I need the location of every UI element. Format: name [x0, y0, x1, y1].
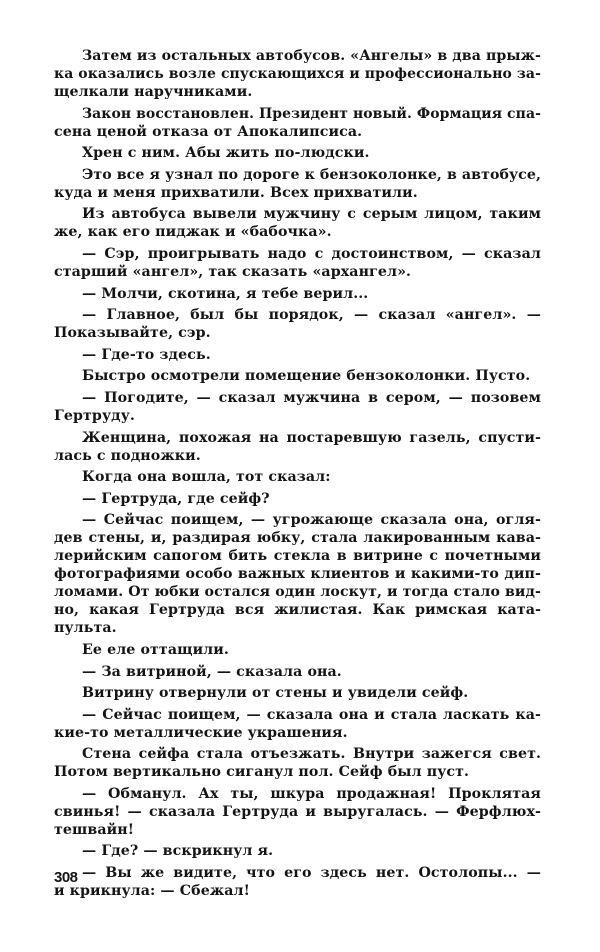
- text-line: Женщина, похожая на постаревшую газель, спусти-: [82, 429, 541, 446]
- text-line: щелкали наручниками.: [54, 84, 253, 100]
- text-line: — Вы же видите, что его здесь нет. Остолопы... —: [82, 865, 541, 882]
- text-line: лась с подножки.: [54, 447, 201, 464]
- paragraph: [54, 785, 541, 839]
- text-line: Быстро осмотрели помещение бензоколонки. Пусто.: [82, 368, 531, 385]
- paragraph: [54, 306, 541, 342]
- text-line: — Гертруда, где сейф?: [82, 490, 270, 507]
- paragraph: [54, 490, 541, 508]
- text-line: — Погодите, — сказал мужчина в сером, — позовем: [82, 389, 541, 406]
- text-line: — Где? — вскрикнул я.: [82, 843, 274, 860]
- text-line: старший «ангел», так сказать «архангел».: [54, 263, 412, 280]
- text-line: — Обманул. Ах ты, шкура продажная! Проклятая: [82, 785, 541, 802]
- paragraph: [54, 706, 541, 742]
- text-line: но, какая Гертруда вся жилистая. Как римская ката-: [54, 602, 541, 619]
- paragraph: [54, 144, 541, 162]
- text-line: же, как его пиджак и «бабочка».: [54, 224, 332, 241]
- text-line: — Молчи, скотина, я тебе верил...: [82, 285, 369, 302]
- text-line: Потом вертикально сиганул пол. Сейф был пуст.: [54, 764, 470, 781]
- text-line: Ее еле оттащили.: [82, 641, 229, 658]
- paragraph: [54, 245, 541, 281]
- paragraph: [54, 663, 541, 681]
- text-line: Показывайте, сэр.: [54, 325, 211, 342]
- paragraph: [54, 205, 541, 241]
- paragraph: [54, 745, 541, 781]
- paragraph: [54, 47, 541, 101]
- text-line: фотографиями особо важных клиентов и какими-то дип-: [54, 566, 541, 583]
- text-line: пульта.: [54, 620, 117, 637]
- text-line: куда и меня прихватили. Всех прихватили.: [54, 184, 418, 201]
- text-line: Гертруду.: [54, 407, 135, 424]
- text-line: Хрен с ним. Абы жить по-людски.: [82, 145, 370, 162]
- text-line: Это все я узнал по дороге к бензоколонке, в автобусе,: [82, 166, 541, 183]
- text-line: ломами. От юбки остался один лоскут, и тогда стало вид-: [54, 584, 541, 601]
- text-line: — За витриной, — сказала она.: [82, 663, 342, 680]
- paragraph: [54, 864, 541, 900]
- text-line: дев стены, и, раздирая юбку, стала лакированным кава-: [54, 530, 541, 547]
- paragraph: [54, 641, 541, 659]
- text-line: Из автобуса вывели мужчину с серым лицом, таким: [82, 206, 541, 223]
- paragraph: [54, 389, 541, 425]
- paragraph: [54, 468, 541, 486]
- paragraph: [54, 346, 541, 364]
- text-line: Витрину отвернули от стены и увидели сейф.: [82, 685, 469, 702]
- text-line: Когда она вошла, тот сказал:: [82, 469, 331, 486]
- page-number: 308: [54, 869, 78, 886]
- text-line: — Сейчас поищем, — угрожающе сказала она, огля-: [82, 512, 541, 529]
- text-line: сена ценой отказа от Апокалипсиса.: [54, 123, 363, 140]
- text-line: лерийским сапогом бить стекла в витрине с почетными: [54, 548, 541, 565]
- text-line: — Сэр, проигрывать надо с достоинством, — сказал: [82, 245, 541, 262]
- text-line: свинья! — сказала Гертруда и выругалась. — Ферфлюх-: [54, 803, 541, 820]
- text-line: и крикнула: — Сбежал!: [54, 883, 250, 900]
- paragraph: [54, 429, 541, 465]
- text-line: Стена сейфа стала отъезжать. Внутри зажегся свет.: [82, 746, 541, 763]
- text-line: ка оказались возле спускающихся и профессионально за-: [54, 66, 541, 82]
- paragraph: [54, 166, 541, 202]
- paragraph: [54, 285, 541, 303]
- paragraph: [54, 684, 541, 702]
- paragraph: [54, 367, 541, 385]
- text-line: тешвайн!: [54, 821, 135, 838]
- paragraph: [54, 105, 541, 141]
- paragraph: [54, 842, 541, 860]
- page-body: [54, 47, 541, 904]
- text-line: кие-то металлические украшения.: [54, 724, 348, 741]
- text-line: Затем из остальных автобусов. «Ангелы» в два прыж-: [82, 48, 541, 64]
- text-line: — Где-то здесь.: [82, 346, 211, 363]
- text-line: — Главное, был бы порядок, — сказал «ангел». —: [82, 307, 541, 324]
- text-line: — Сейчас поищем, — сказала она и стала ласкать ка-: [82, 706, 541, 723]
- text-line: Закон восстановлен. Президент новый. Формация спа-: [82, 105, 541, 122]
- paragraph: [54, 511, 541, 637]
